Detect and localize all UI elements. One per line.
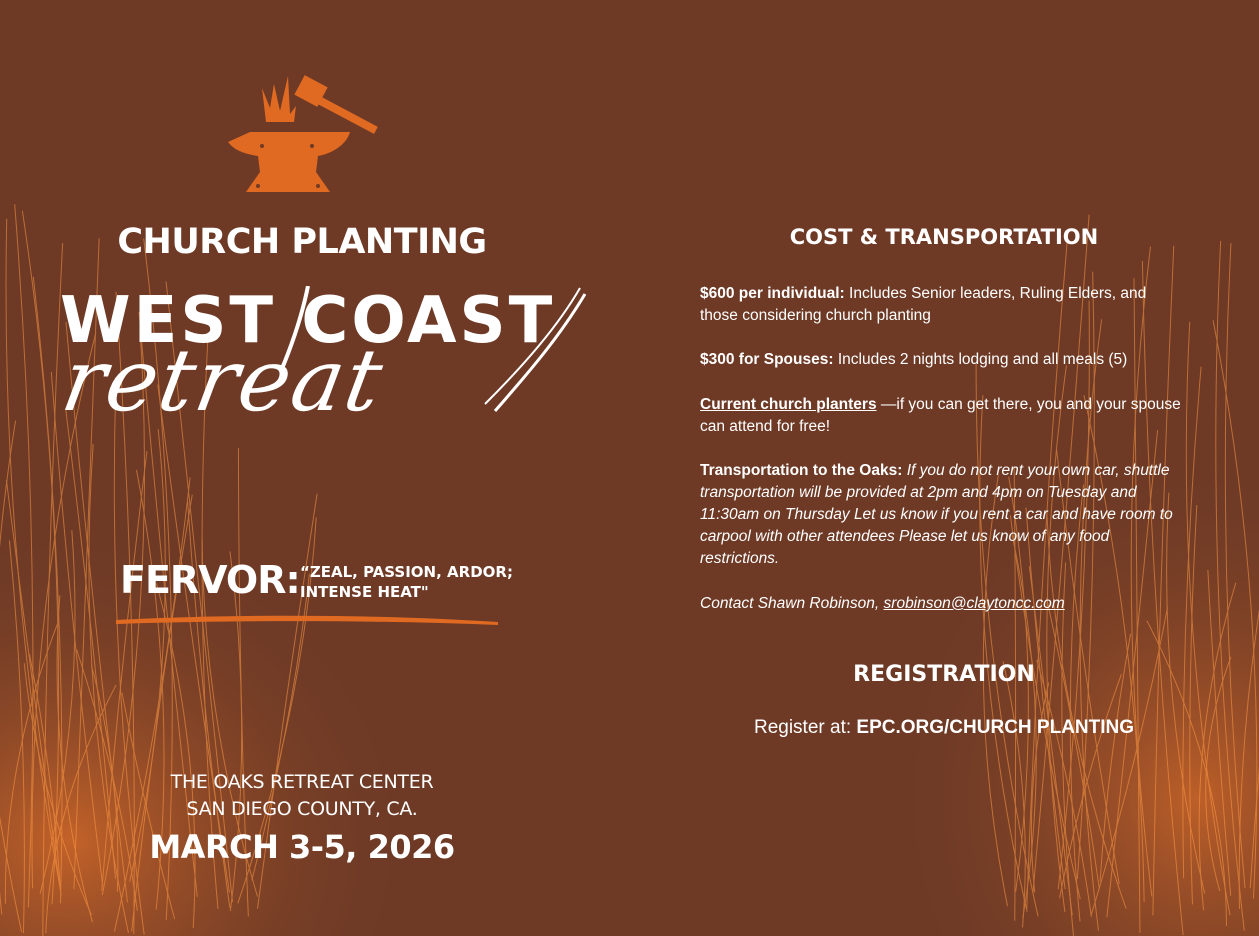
individual-cost-text: Includes Senior leaders, Ruling Elders, and those considering church planting (700, 285, 1147, 324)
registration-heading: REGISTRATION (853, 662, 1035, 687)
anvil-logo-icon (222, 66, 382, 201)
title-west-coast: WEST COAST (60, 284, 556, 358)
contact-email-link[interactable]: srobinson@claytoncc.com (883, 595, 1065, 612)
transportation-label: Transportation to the Oaks: (700, 462, 903, 479)
spouses-cost-paragraph (700, 349, 1188, 371)
brush-underline (112, 610, 502, 630)
title-retreat-script: retreat (55, 331, 392, 431)
planters-label: Current church planters (700, 396, 877, 413)
transportation-text: If you do not rent your own car, shuttle transportation will be provided at 2pm and 4pm on Tuesday and 11:30am on Thursday Let us know if you rent a car and have room to carpool with other attendees Please let us know of any food restrictions. (700, 462, 1173, 567)
transportation-paragraph (700, 460, 1188, 570)
fervor-definition: “ZEAL, PASSION, ARDOR; INTENSE HEAT" (300, 563, 513, 601)
contact-line (700, 593, 1188, 615)
cost-transportation-heading: COST & TRANSPORTATION (789, 225, 1099, 249)
planters-text: —if you can get there, you and your spouse can attend for free! (700, 396, 1181, 435)
individual-cost-paragraph (700, 283, 1188, 327)
register-url-link[interactable]: EPC.ORG/CHURCH PLANTING (856, 717, 1135, 738)
event-date: MARCH 3-5, 2026 (149, 828, 455, 866)
individual-cost-label: $600 per individual: (700, 285, 845, 302)
register-prefix: Register at: (753, 717, 857, 738)
register-line (700, 717, 1188, 739)
spouses-cost-text: Includes 2 nights lodging and all meals (5) (833, 351, 1128, 368)
venue-name: THE OAKS RETREAT CENTER (170, 771, 434, 793)
spouses-cost-label: $300 for Spouses: (700, 351, 834, 368)
planters-paragraph (700, 394, 1188, 438)
contact-text: Contact Shawn Robinson, (700, 595, 884, 612)
fervor-word: FERVOR: (120, 558, 300, 602)
venue-location: SAN DIEGO COUNTY, CA. (186, 798, 418, 820)
heading-church-planting: CHURCH PLANTING (117, 222, 487, 262)
